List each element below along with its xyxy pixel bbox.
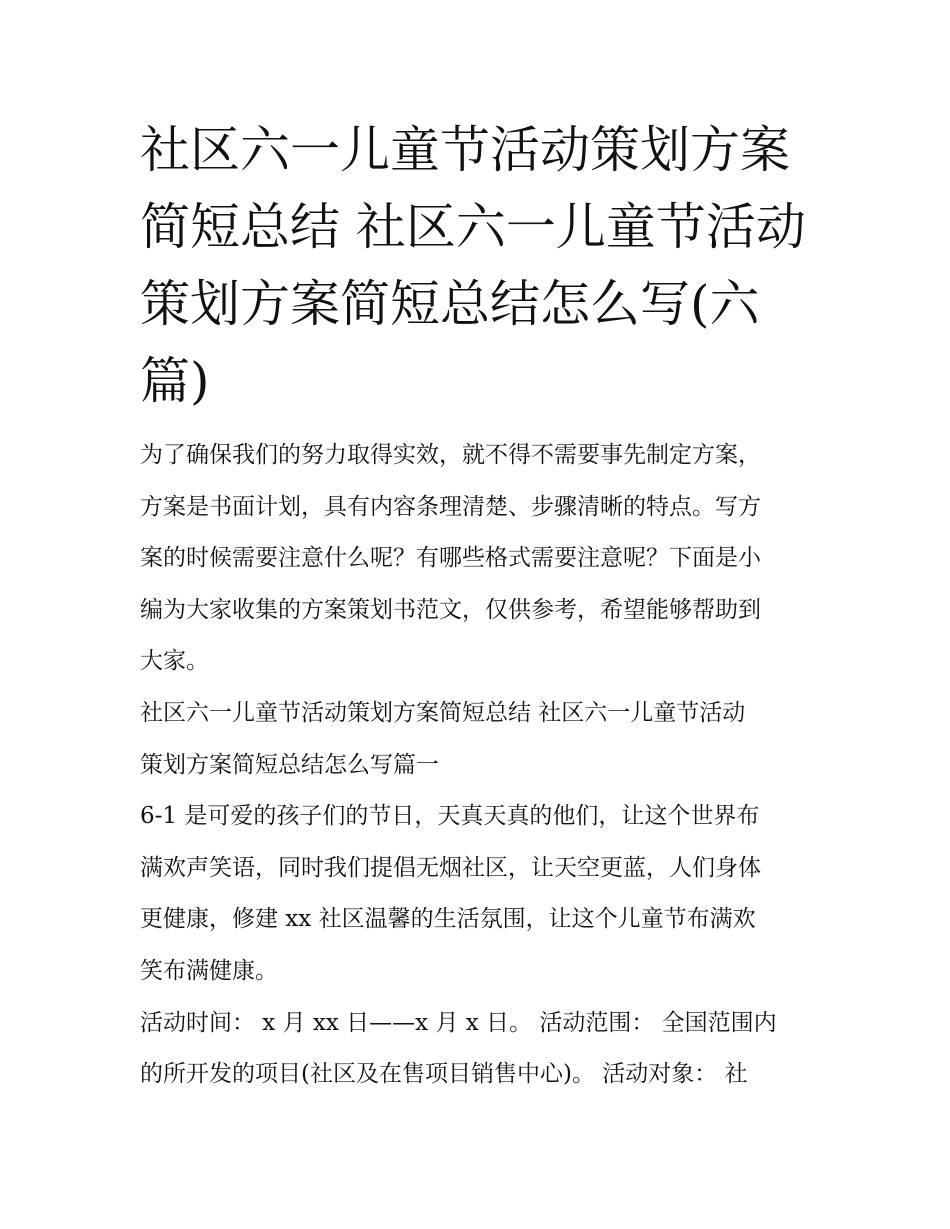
title-line: 策划方案简短总结怎么写(六 xyxy=(140,275,760,333)
section-heading-line: 策划方案简短总结怎么写篇一 xyxy=(140,751,439,778)
title-line: 社区六一儿童节活动策划方案 xyxy=(140,121,790,179)
paragraph-line: 满欢声笑语，同时我们提倡无烟社区，让天空更蓝，人们身体 xyxy=(140,854,761,881)
intro-line: 编为大家收集的方案策划书范文，仅供参考，希望能够帮助到 xyxy=(140,596,761,623)
document-body xyxy=(140,430,830,1101)
paragraph-line: 笑布满健康。 xyxy=(140,957,278,984)
details-line: 的所开发的项目(社区及在售项目销售中心)。 活动对象： 社 xyxy=(140,1061,748,1088)
section-heading-line: 社区六一儿童节活动策划方案简短总结 社区六一儿童节活动 xyxy=(140,699,746,726)
intro-line: 大家。 xyxy=(140,648,209,675)
paragraph-line: 6-1 是可爱的孩子们的节日，天真天真的他们，让这个世界布 xyxy=(140,803,760,830)
document-title xyxy=(140,112,820,420)
activity-details xyxy=(140,998,830,1101)
intro-line: 案的时候需要注意什么呢？有哪些格式需要注意呢？下面是小 xyxy=(140,545,761,572)
title-line: 简短总结 社区六一儿童节活动 xyxy=(140,198,806,256)
body-paragraph xyxy=(140,791,830,997)
details-line: 活动时间： x 月 xx 日——x 月 x 日。 活动范围： 全国范围内 xyxy=(140,1009,777,1036)
title-line: 篇) xyxy=(140,352,210,410)
intro-paragraph xyxy=(140,430,830,688)
intro-line: 方案是书面计划，具有内容条理清楚、步骤清晰的特点。写方 xyxy=(140,493,761,520)
section-heading xyxy=(140,688,830,791)
intro-line: 为了确保我们的努力取得实效，就不得不需要事先制定方案， xyxy=(140,442,761,468)
paragraph-line: 更健康，修建 xx 社区温馨的生活氛围，让这个儿童节布满欢 xyxy=(140,906,756,933)
